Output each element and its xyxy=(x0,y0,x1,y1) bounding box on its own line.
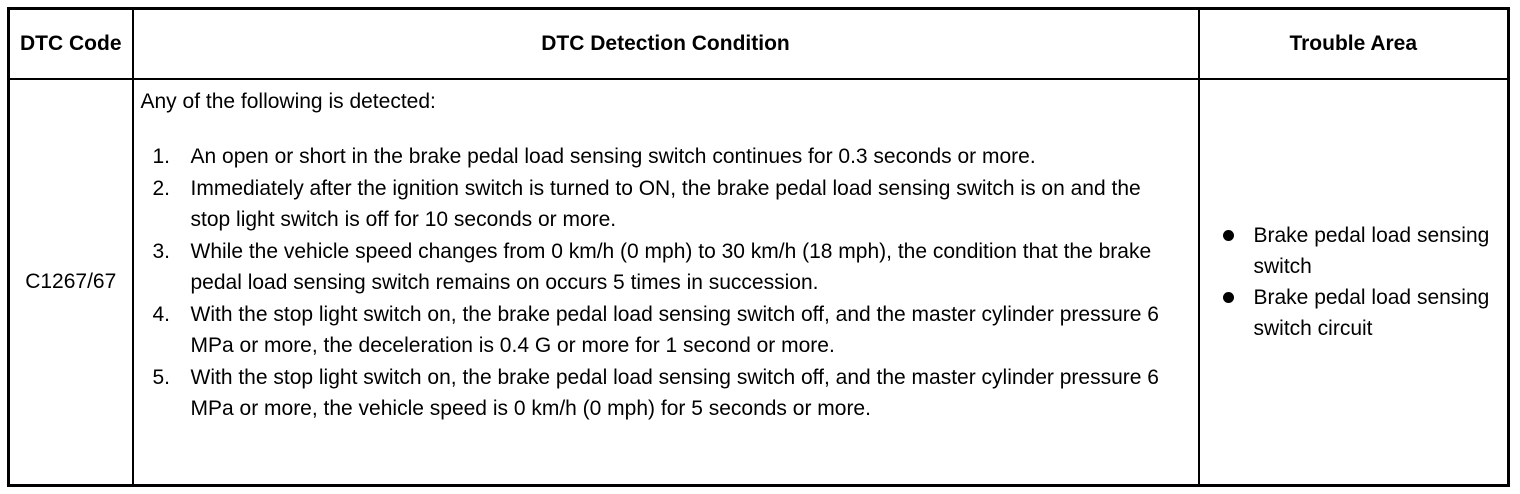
header-detection-condition: DTC Detection Condition xyxy=(133,9,1199,79)
condition-item xyxy=(141,173,1190,236)
bullet-icon xyxy=(1220,282,1254,344)
condition-text: While the vehicle speed changes from 0 km/h (0 mph) to 30 km/h (18 mph), the condition that the brake pedal load sensing switch remains on occurs 5 times in succession. xyxy=(190,239,1152,294)
dtc-table xyxy=(7,7,1510,487)
condition-item xyxy=(141,362,1190,425)
header-row xyxy=(9,9,1509,79)
condition-number: 1. xyxy=(152,145,171,168)
trouble-area-text: Brake pedal load sensing switch xyxy=(1253,223,1490,278)
trouble-area-item xyxy=(1220,220,1500,282)
trouble-area-list xyxy=(1220,220,1500,344)
condition-text: With the stop light switch on, the brake pedal load sensing switch off, and the master cylinder pressure 6 MPa or more, the deceleration is 0.4 G or more for 1 second or more. xyxy=(190,302,1159,357)
condition-list xyxy=(141,141,1190,425)
trouble-area-text: Brake pedal load sensing switch circuit xyxy=(1253,285,1490,340)
table-row xyxy=(9,79,1509,486)
trouble-area-item xyxy=(1220,282,1500,344)
condition-text: An open or short in the brake pedal load sensing switch continues for 0.3 seconds or more. xyxy=(190,145,1036,168)
condition-item xyxy=(141,299,1190,362)
bullet-icon xyxy=(1220,220,1254,282)
header-dtc-code: DTC Code xyxy=(9,9,133,79)
condition-number: 3. xyxy=(152,239,171,263)
condition-number: 5. xyxy=(152,365,171,389)
header-trouble-area: Trouble Area xyxy=(1199,9,1509,79)
condition-text: Immediately after the ignition switch is turned to ON, the brake pedal load sensing switch is on and the stop light switch is off for 10 seconds or more. xyxy=(190,176,1141,231)
condition-number: 2. xyxy=(152,176,171,200)
condition-text: With the stop light switch on, the brake pedal load sensing switch off, and the master cylinder pressure 6 MPa or more, the vehicle speed is 0 km/h (0 mph) for 5 seconds or more. xyxy=(190,365,1159,420)
condition-item xyxy=(141,141,1190,173)
dtc-code-cell: C1267/67 xyxy=(9,79,133,486)
condition-number: 4. xyxy=(152,302,171,326)
trouble-area-cell xyxy=(1199,79,1509,486)
detection-condition-cell xyxy=(133,79,1199,486)
condition-item xyxy=(141,236,1190,299)
condition-intro: Any of the following is detected: xyxy=(140,89,436,113)
